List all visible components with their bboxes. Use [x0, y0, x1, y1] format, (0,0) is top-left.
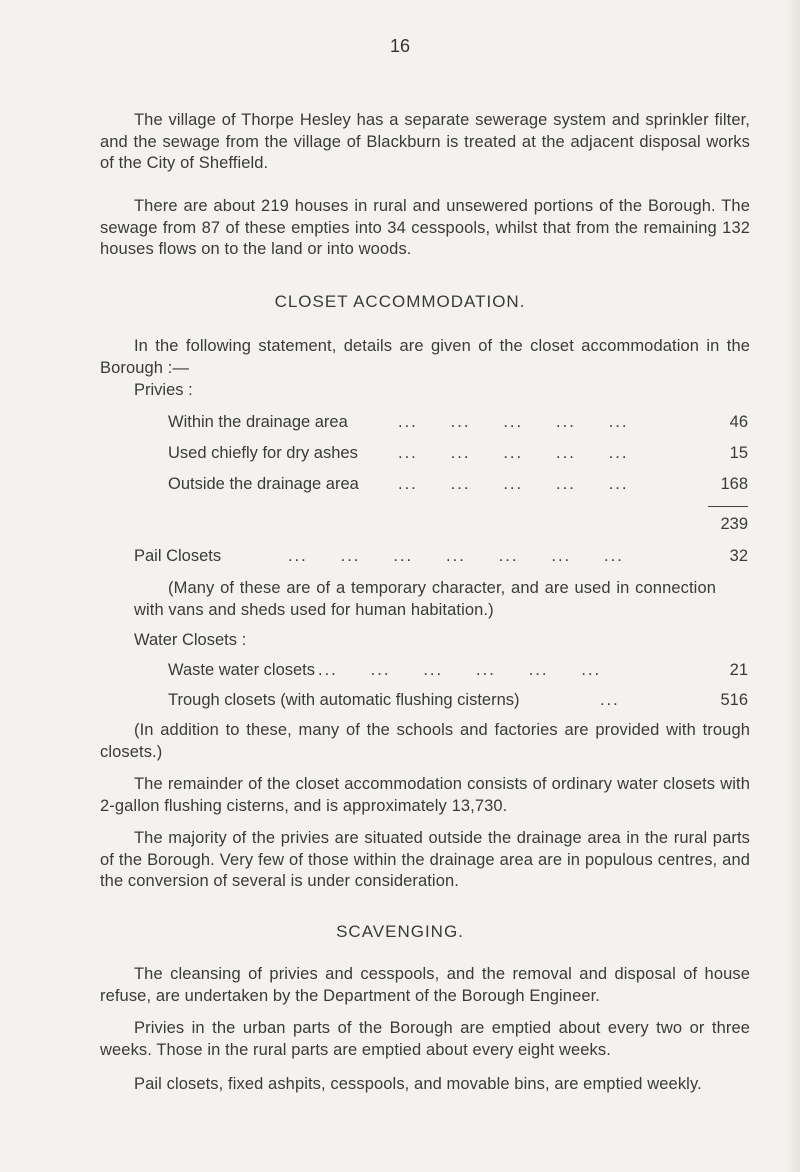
water-row-label: Trough closets (with automatic flushing cisterns) — [168, 691, 520, 709]
leader-dots: ... ... ... ... ... — [398, 475, 629, 493]
privies-row-value: 168 — [720, 475, 748, 493]
paragraph-thorpe-hesley: The village of Thorpe Hesley has a separate sewerage system and sprinkler filter, and the sewage from the village of Blackburn is treated at the adjacent disposal works of the City of Sheffield. — [100, 111, 750, 172]
water-row-label: Waste water closets — [168, 661, 316, 679]
leader-dots: ... ... ... ... ... — [398, 413, 629, 431]
paragraph-remainder: The remainder of the closet accommodation consists of ordinary water closets with 2-gallon flushing cisterns, and is approximately 13,730. — [100, 775, 750, 815]
privies-label: Privies : — [134, 381, 193, 399]
paragraph-majority: The majority of the privies are situated outside the drainage area in the rural parts of the Borough. Very few of those within the drainage area are in populous centres, and the conversion of several is under consideration. — [100, 829, 750, 890]
privies-row-value: 46 — [729, 413, 748, 431]
paragraph-privies-emptied: Privies in the urban parts of the Borough are emptied about every two or three weeks. Those in the rural parts are emptied about every eight weeks. — [100, 1019, 750, 1059]
water-row-value: 21 — [729, 661, 748, 679]
pail-closets-value: 32 — [729, 547, 748, 565]
paragraph-pail-closets-emptied: Pail closets, fixed ashpits, cesspools, and movable bins, are emptied weekly. — [134, 1075, 702, 1093]
page-number: 16 — [389, 36, 411, 56]
water-closets-note-text: (In addition to these, many of the schools and factories are provided with trough closets.) — [100, 721, 750, 761]
privies-total: 239 — [720, 515, 748, 533]
paragraph-rural-houses: There are about 219 houses in rural and unsewered portions of the Borough. The sewage from 87 of these empties into 34 cesspools, whilst that from the remaining 132 houses flows on to the land or into woods. — [100, 197, 750, 258]
leader-dots: ... — [600, 691, 620, 709]
heading-scavenging: SCAVENGING. — [336, 922, 464, 941]
leader-dots: ... ... ... ... ... ... ... — [288, 547, 624, 565]
privies-row-label: Outside the drainage area — [168, 475, 359, 493]
leader-dots: ... ... ... ... ... — [398, 444, 629, 462]
pail-closets-note: (Many of these are of a temporary character, and are used in connection with vans and sheds used for human habitation.) — [134, 579, 716, 619]
paragraph-cleansing: The cleansing of privies and cesspools, and the removal and disposal of house refuse, are undertaken by the Department of the Borough Engineer. — [100, 965, 750, 1005]
total-rule — [708, 506, 748, 507]
water-row-value: 516 — [720, 691, 748, 709]
privies-row-label: Used chiefly for dry ashes — [168, 444, 358, 462]
pail-closets-label: Pail Closets — [134, 547, 222, 565]
water-closets-label: Water Closets : — [134, 631, 247, 649]
heading-closet-accommodation: CLOSET ACCOMMODATION. — [274, 292, 526, 311]
page-edge-shadow — [786, 0, 800, 1172]
water-closets-note — [100, 720, 750, 763]
privies-row-value: 15 — [729, 444, 748, 462]
paragraph-closet-intro: In the following statement, details are given of the closet accommodation in the Borough :— — [100, 337, 750, 377]
privies-row-label: Within the drainage area — [168, 413, 348, 431]
leader-dots: ... ... ... ... ... ... — [318, 661, 602, 679]
